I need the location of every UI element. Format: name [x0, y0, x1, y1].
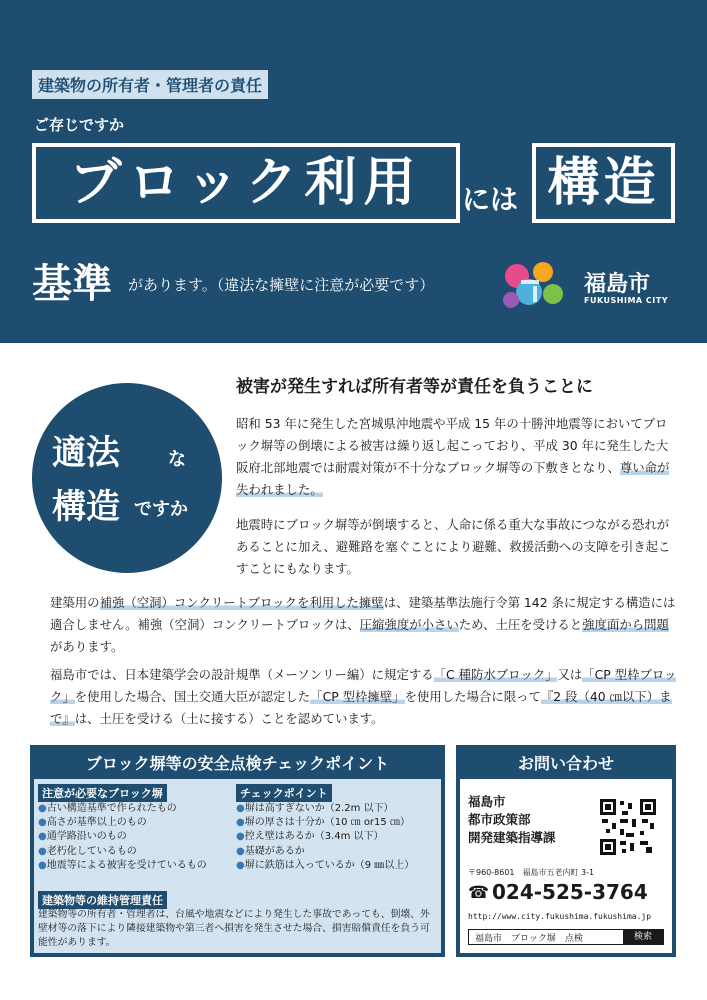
title-block-use-frame [32, 143, 460, 223]
p1-text: 昭和 53 年に発生した宮城県沖地震や平成 15 年の十勝沖地震等においてブロック塀等の倒壊による被害は繰り返し起こっており、平成 30 年に発生した大阪府北部地震では耐震対策が不十分なブロック塀等の下敷きとなり、 [236, 416, 669, 475]
list-item: ●老朽化しているもの [38, 845, 137, 857]
p4-highlight-1: 「C 種防水ブロック」 [433, 667, 558, 682]
list-item: ●高さが基準以上のもの [38, 817, 147, 829]
bullet-icon: ● [236, 817, 245, 829]
contact-organization [468, 793, 556, 847]
p3-text-b: は、建築基準法施行令第 142 条に規定する構造には適合しません。補強（空洞）コンクリートブロックは、 [50, 595, 676, 632]
p1-highlight: 尊い命が失われました。 [236, 460, 670, 497]
list-item: ●塀に鉄筋は入っているか（9 ㎜以上） [236, 859, 415, 871]
p3-highlight-3: 強度面から問題 [582, 617, 669, 632]
logo-city-name: 福島市 [584, 272, 651, 297]
qr-code-icon[interactable] [600, 799, 656, 855]
checkpoint-list [236, 802, 414, 873]
safety-checklist-box [30, 745, 445, 957]
caution-list [38, 802, 207, 873]
maintenance-text: 建築物等の所有者・管理者は、台風や地震などにより発生した事故であっても、倒壊、外壁材等の落下により隣接建築物や第三者へ損害を発生させた場合、損害賠償責任を負う可能性があります。 [38, 909, 430, 948]
circle-line2-small: ですか [134, 499, 188, 520]
p4-text-b: 又は [557, 667, 583, 682]
bullet-icon: ● [236, 803, 245, 814]
paragraph-fukushima-rule [50, 664, 680, 730]
p3-highlight-2: 圧縮強度が小さい [359, 617, 459, 632]
org-division: 開発建築指導課 [468, 830, 556, 845]
circle-line1-small: な [168, 449, 186, 470]
contact-address: 〒960-8601 福島市五老内町 3-1 [468, 868, 595, 877]
bullet-icon: ● [236, 859, 245, 871]
contact-title: お問い合わせ [517, 754, 614, 773]
org-city: 福島市 [468, 794, 506, 809]
telephone-icon: ☎ [468, 883, 490, 903]
section-title: 被害が発生すれば所有者等が責任を負うことに [236, 377, 593, 397]
p4-text-d: を使用した場合に限って [404, 689, 541, 704]
paragraph-collapse-risk: 地震時にブロック塀等が倒壊すると、人命に係る重大な事故につながる恐れがあることに加え、避難路を塞ぐことにより避難、救援活動への支障を引き起こすことにもなります。 [236, 517, 671, 576]
bullet-icon: ● [38, 859, 47, 871]
logo-city-name-en: FUKUSHIMA CITY [584, 296, 668, 305]
list-item: ●地震等による被害を受けているもの [38, 859, 207, 871]
checkpoint-label: チェックポイント [236, 784, 332, 802]
bullet-icon: ● [236, 845, 245, 857]
search-box[interactable] [468, 929, 664, 945]
caution-label: 注意が必要なブロック塀 [38, 784, 167, 802]
paragraph-earthquake-history [236, 413, 676, 501]
circle-line2: 構造 [52, 487, 120, 527]
p3-highlight-1: 補強（空洞）コンクリートブロックを利用した擁壁 [99, 595, 384, 610]
maintenance-label: 建築物等の維持管理責任 [38, 891, 167, 909]
bullet-icon: ● [236, 831, 245, 843]
bullet-icon: ● [38, 831, 47, 843]
list-item: ●控え壁はあるか（3.4m 以下） [236, 831, 384, 843]
list-item: ●古い構造基準で作られたもの [38, 803, 177, 814]
p4-highlight-4: 『2 段（40 ㎝以下）まで』 [50, 689, 672, 726]
p3-text-d: があります。 [50, 639, 124, 654]
contact-box [456, 745, 676, 957]
search-button[interactable]: 検索 [623, 930, 663, 944]
contact-body [460, 779, 672, 953]
title-structure: 構造 [536, 147, 671, 219]
do-you-know-text: ご存じですか [34, 116, 125, 134]
search-query: 福島市 ブロック塀 点検 [475, 934, 583, 944]
org-bureau: 都市政策部 [468, 812, 531, 827]
title-block-use: ブロック利用 [36, 147, 456, 219]
bullet-icon: ● [38, 817, 47, 829]
title-particle: には [462, 183, 519, 216]
subhead-owner-responsibility: 建築物の所有者・管理者の責任 [32, 70, 268, 99]
list-item: ●塀は高すぎないか（2.2m 以下） [236, 803, 394, 814]
legal-structure-circle [32, 383, 222, 573]
p4-text-a: 福島市では、日本建築学会の設計規準（メーソンリー編）に規定する [50, 667, 434, 682]
title-structure-frame [532, 143, 675, 223]
list-item: ●通学路沿いのもの [38, 831, 127, 843]
p4-highlight-2: 「CP 型枠ブロック」 [50, 667, 677, 704]
p3-text-a: 建築用の [50, 595, 100, 610]
title-tagline: があります。（違法な擁壁に注意が必要です） [128, 276, 435, 294]
p3-text-c: ため、土圧を受けると [458, 617, 583, 632]
title-standard: 基準 [32, 261, 112, 307]
checklist-body [34, 779, 441, 953]
list-item: ●塀の厚さは十分か（10 ㎝ or15 ㎝） [236, 817, 410, 829]
contact-url[interactable]: http://www.city.fukushima.fukushima.jp [468, 912, 652, 921]
p4-text-e: は、土圧を受ける（土に接する）ことを認めています。 [74, 711, 384, 726]
bullet-icon: ● [38, 845, 47, 857]
p4-highlight-3: 「CP 型枠擁壁」 [310, 689, 405, 704]
fukushima-city-mark-icon [499, 258, 567, 314]
paragraph-hollow-block [50, 592, 680, 658]
circle-line1: 適法 [52, 433, 120, 473]
checklist-title: ブロック塀等の安全点検チェックポイント [85, 754, 390, 773]
contact-phone[interactable]: 024-525-3764 [492, 880, 648, 904]
list-item: ●基礎があるか [236, 845, 305, 857]
header-banner [0, 0, 707, 343]
bullet-icon: ● [38, 803, 47, 814]
p4-text-c: を使用した場合、国土交通大臣が認定した [74, 689, 311, 704]
